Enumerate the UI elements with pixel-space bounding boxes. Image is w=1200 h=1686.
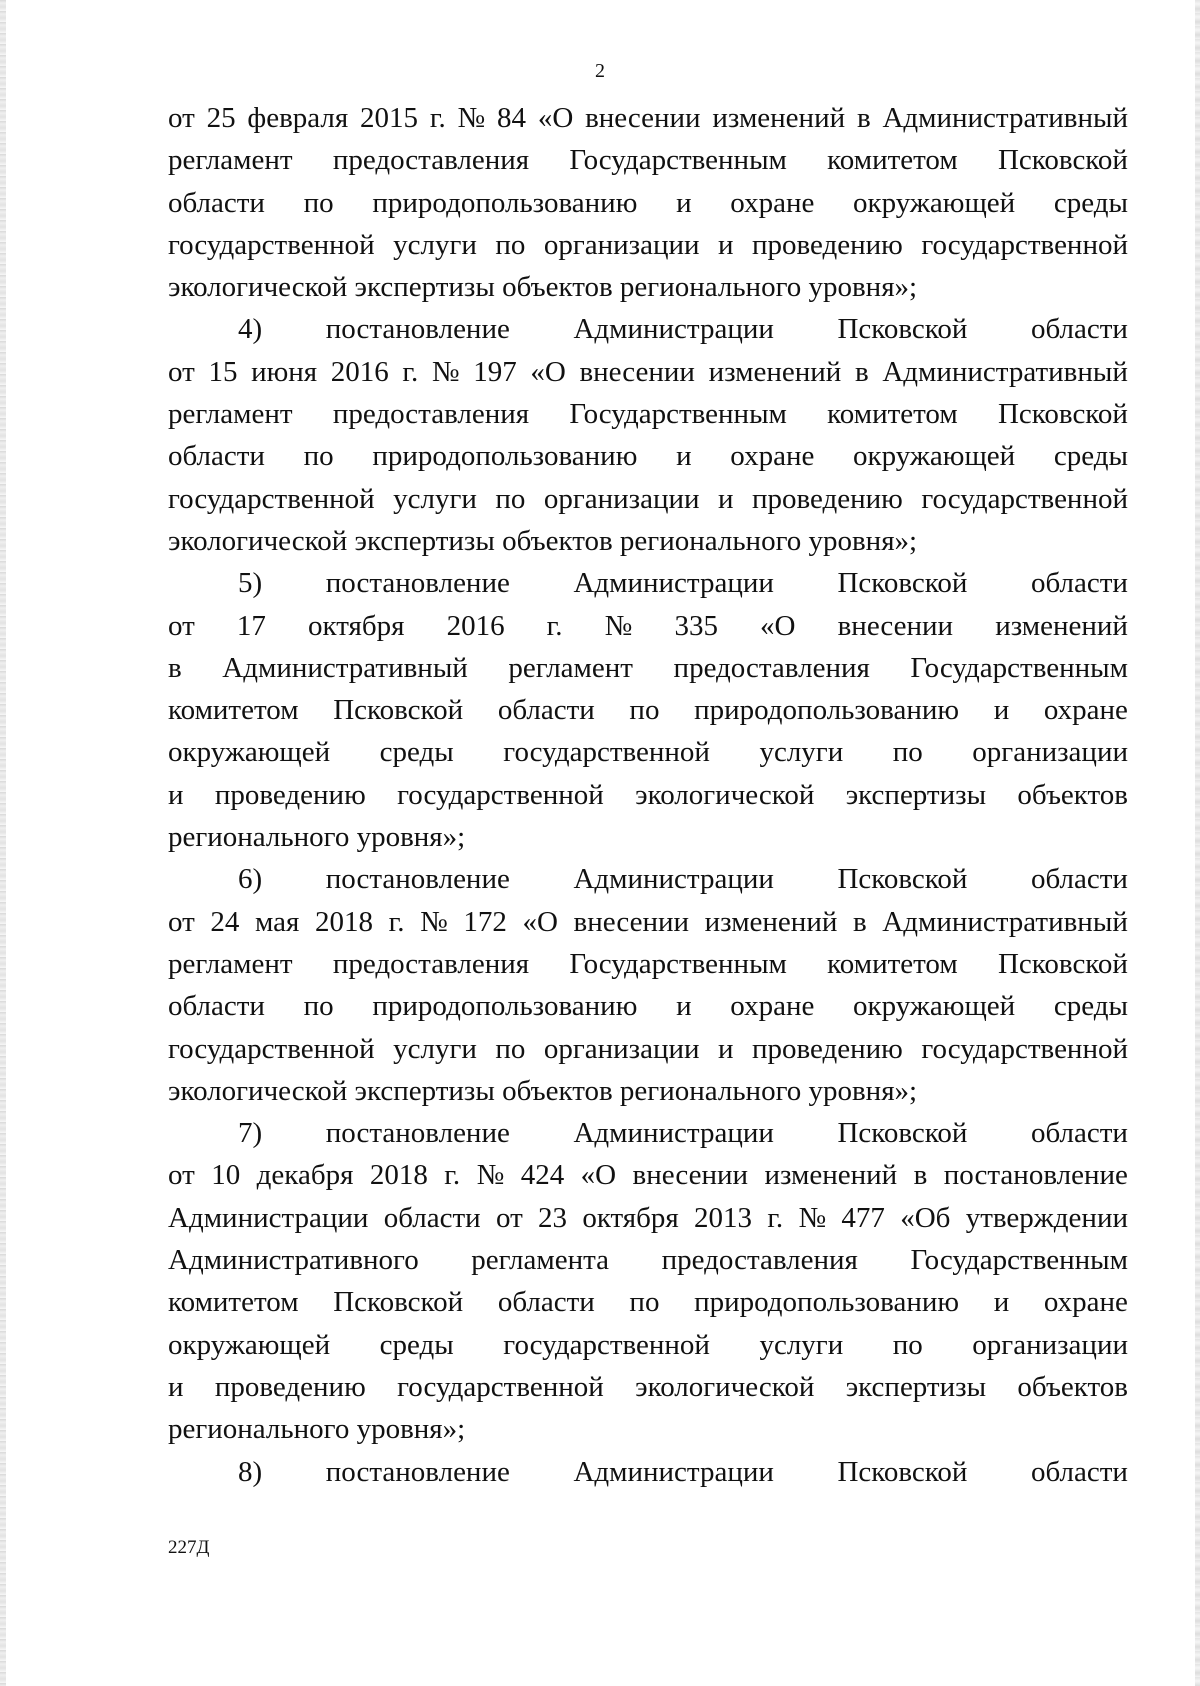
text-line: 7) постановление Администрации Псковской области bbox=[238, 1117, 1128, 1150]
text-line: 8) постановление Администрации Псковской области bbox=[238, 1455, 1128, 1488]
text-line: от 15 июня 2016 г. № 197 «О внесении изменений в Административный bbox=[168, 355, 1128, 388]
text-line: в Административный регламент предоставления Государственным bbox=[168, 651, 1128, 684]
text-line: 6) постановление Администрации Псковской области bbox=[238, 863, 1128, 896]
text-line: от 24 мая 2018 г. № 172 «О внесении изменений в Административный bbox=[168, 905, 1128, 938]
text-line: окружающей среды государственной услуги по организации bbox=[168, 1328, 1128, 1361]
text-line: экологической экспертизы объектов регионального уровня»; bbox=[168, 524, 918, 557]
text-line: государственной услуги по организации и проведению государственной bbox=[168, 482, 1128, 515]
text-line: регламент предоставления Государственным комитетом Псковской bbox=[168, 144, 1128, 177]
text-line: от 25 февраля 2015 г. № 84 «О внесении изменений в Административный bbox=[168, 102, 1128, 134]
text-line: Администрации области от 23 октября 2013 г. № 477 «Об утверждении bbox=[168, 1201, 1128, 1234]
text-line: регионального уровня»; bbox=[168, 821, 466, 854]
text-line: государственной услуги по организации и проведению государственной bbox=[168, 228, 1128, 261]
document-code: 227Д bbox=[168, 1537, 210, 1558]
text-line: области по природопользованию и охране окружающей среды bbox=[168, 186, 1128, 219]
text-line: от 17 октября 2016 г. № 335 «О внесении изменений bbox=[168, 609, 1128, 642]
text-line: Административного регламента предоставления Государственным bbox=[168, 1244, 1128, 1277]
text-line: государственной услуги по организации и проведению государственной bbox=[168, 1032, 1128, 1065]
scan-edge-right bbox=[1195, 0, 1200, 1686]
paragraph bbox=[168, 858, 1128, 1112]
text-line: от 10 декабря 2018 г. № 424 «О внесении изменений в постановление bbox=[168, 1159, 1128, 1192]
paragraph bbox=[168, 1451, 1128, 1493]
page-number: 2 bbox=[595, 60, 605, 82]
paragraph bbox=[168, 562, 1128, 858]
text-line: регламент предоставления Государственным комитетом Псковской bbox=[168, 398, 1128, 431]
document-body bbox=[168, 97, 1128, 1493]
scan-edge-left bbox=[0, 0, 6, 1686]
text-line: окружающей среды государственной услуги по организации bbox=[168, 736, 1128, 769]
paragraph bbox=[168, 97, 1128, 308]
text-line: 5) постановление Администрации Псковской области bbox=[238, 567, 1128, 600]
text-line: комитетом Псковской области по природопользованию и охране bbox=[168, 694, 1128, 727]
text-line: области по природопользованию и охране окружающей среды bbox=[168, 440, 1128, 473]
paragraph bbox=[168, 1112, 1128, 1450]
text-line: экологической экспертизы объектов регионального уровня»; bbox=[168, 1074, 918, 1107]
text-line: экологической экспертизы объектов регионального уровня»; bbox=[168, 271, 918, 304]
text-line: области по природопользованию и охране окружающей среды bbox=[168, 990, 1128, 1023]
text-line: и проведению государственной экологической экспертизы объектов bbox=[168, 1370, 1128, 1403]
text-line: и проведению государственной экологической экспертизы объектов bbox=[168, 778, 1128, 811]
text-line: регламент предоставления Государственным комитетом Псковской bbox=[168, 947, 1128, 980]
text-line: регионального уровня»; bbox=[168, 1413, 466, 1446]
text-line: комитетом Псковской области по природопользованию и охране bbox=[168, 1286, 1128, 1319]
text-line: 4) постановление Администрации Псковской области bbox=[238, 313, 1128, 346]
paragraph bbox=[168, 308, 1128, 562]
